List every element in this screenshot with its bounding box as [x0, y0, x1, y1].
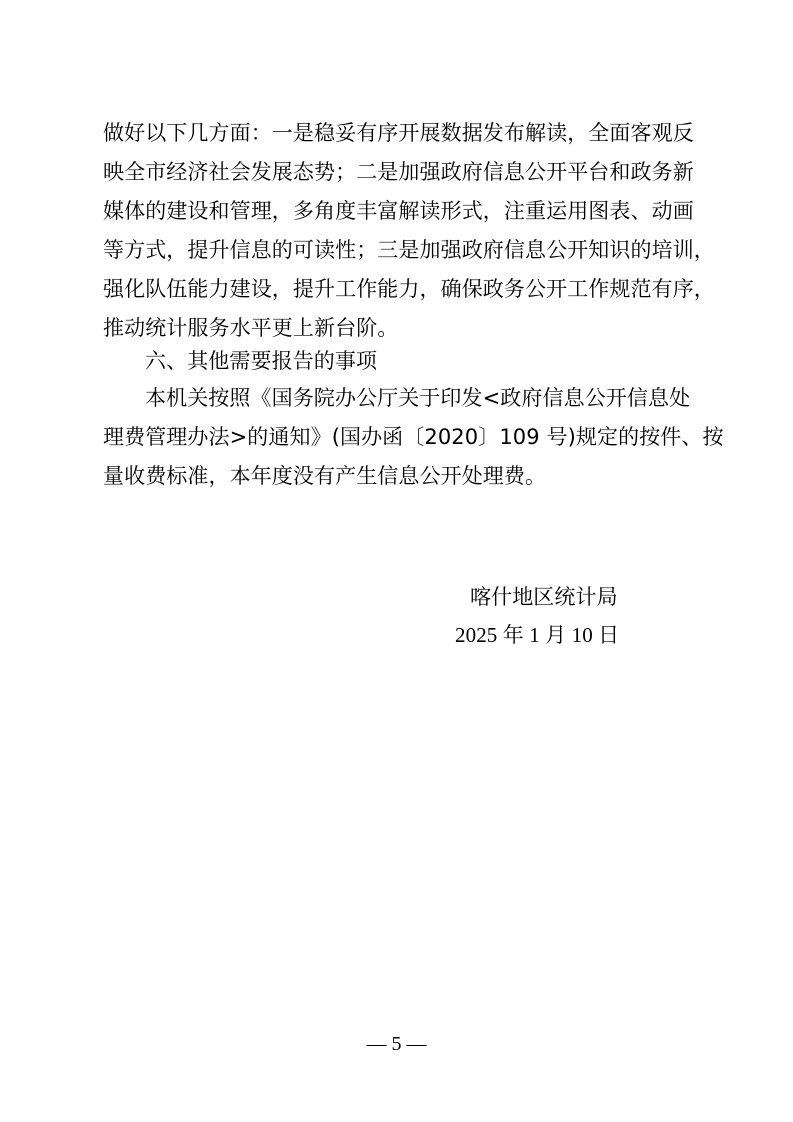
- body-line-4: 等方式，提升信息的可读性；三是加强政府信息公开知识的培训，: [103, 238, 715, 262]
- body-line-6: 推动统计服务水平更上新台阶。: [103, 316, 399, 340]
- section-line-3: 量收费标准，本年度没有产生信息公开处理费。: [103, 464, 547, 488]
- body-line-2: 映全市经济社会发展态势；二是加强政府信息公开平台和政务新: [103, 160, 694, 184]
- section-heading: 六、其他需要报告的事项: [145, 349, 378, 373]
- signature-organization: 喀什地区统计局: [470, 585, 618, 609]
- signature-date: 2025 年 1 月 10 日: [455, 623, 620, 647]
- section-line-1: 本机关按照《国务院办公厅关于印发<政府信息公开信息处: [145, 386, 691, 410]
- section-line-2: 理费管理办法>的通知》(国办函〔2020〕109 号)规定的按件、按: [103, 425, 724, 449]
- page-number: — 5 —: [366, 1033, 427, 1055]
- body-line-3: 媒体的建设和管理，多角度丰富解读形式，注重运用图表、动画: [103, 199, 694, 223]
- body-line-5: 强化队伍能力建设，提升工作能力，确保政务公开工作规范有序，: [103, 277, 715, 301]
- body-line-1: 做好以下几方面：一是稳妥有序开展数据发布解读，全面客观反: [103, 121, 694, 145]
